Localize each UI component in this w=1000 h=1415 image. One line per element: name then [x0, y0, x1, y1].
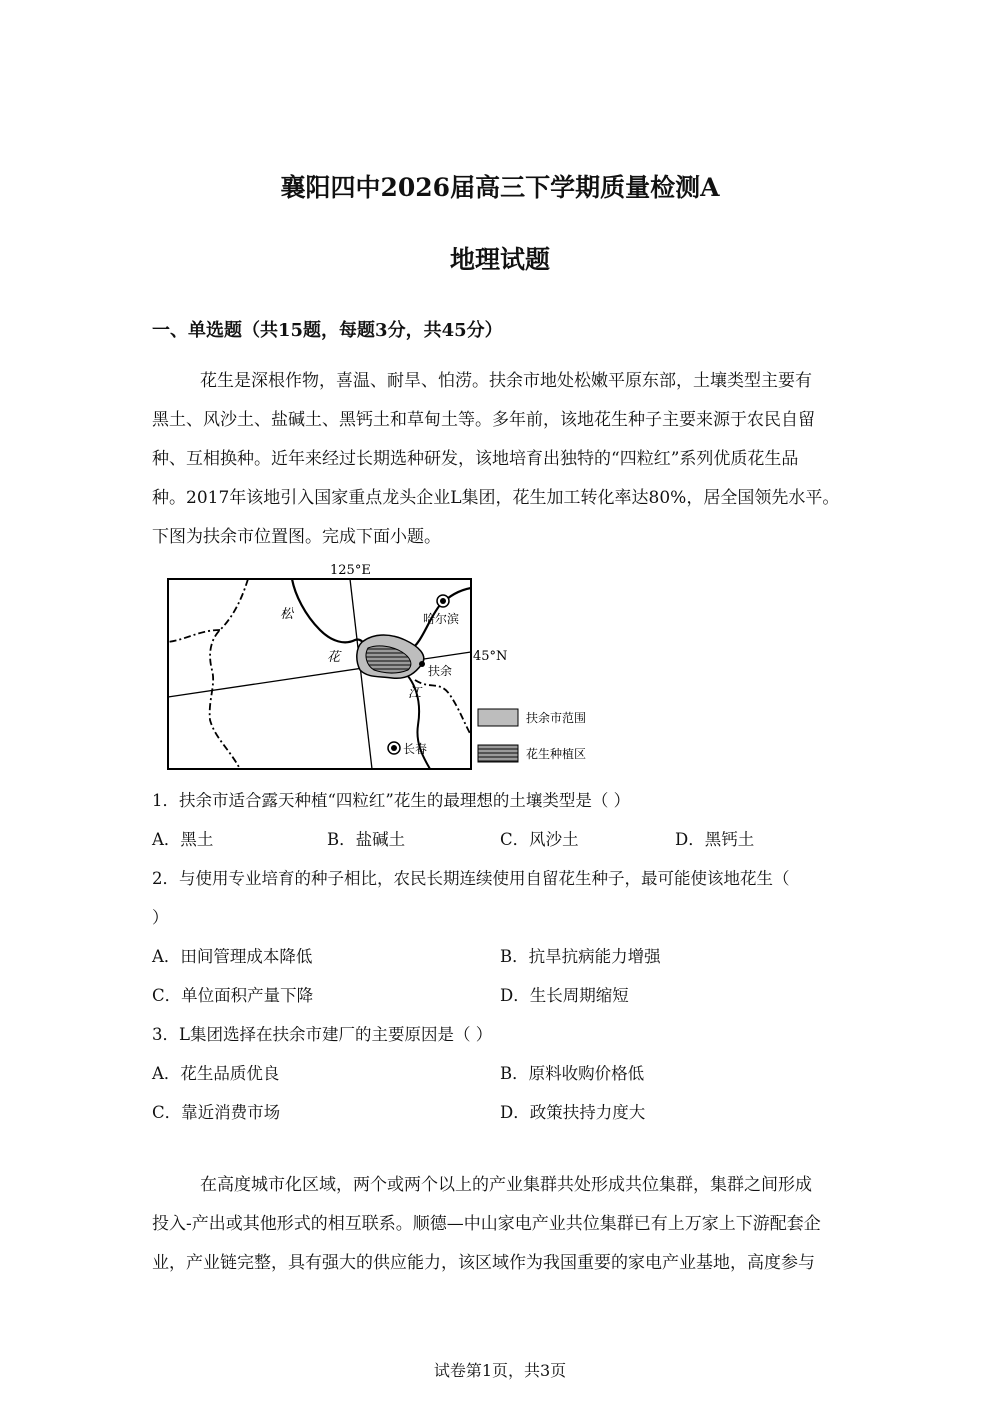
passage-2: [152, 1166, 852, 1283]
question-3-stem: 3．L集团选择在扶余市建厂的主要原因是（ ）: [152, 1025, 493, 1044]
q3-option-d[interactable]: D．政策扶持力度大: [500, 1103, 646, 1122]
q1-option-b[interactable]: B．盐碱土: [327, 830, 406, 849]
changchun-marker: [388, 742, 400, 754]
changchun-label: 长春: [403, 742, 428, 756]
passage-1-line-2: 黑土、风沙土、盐碱土、黑钙土和草甸土等。多年前，该地花生种子主要来源于农民自留: [152, 410, 815, 430]
q2-option-c[interactable]: C．单位面积产量下降: [152, 986, 314, 1005]
passage-1-line-4: 种。2017年该地引入国家重点龙头企业L集团，花生加工转化率达80%，居全国领先水平。: [152, 488, 840, 508]
harbin-marker: [437, 595, 449, 607]
fuyu-marker: [419, 661, 425, 667]
passage-1-line-1: 花生是深根作物，喜温、耐旱、怕涝。扶余市地处松嫩平原东部，土壤类型主要有: [200, 371, 812, 391]
passage-2-line-3: 业，产业链完整，具有强大的供应能力，该区域作为我国重要的家电产业基地，高度参与: [152, 1253, 815, 1273]
q3-option-a[interactable]: A．花生品质优良: [152, 1064, 280, 1083]
harbin-label: 哈尔滨: [423, 612, 460, 626]
q1-option-d[interactable]: D．黑钙土: [675, 830, 755, 849]
river-char-jiang: 江: [408, 686, 422, 701]
latitude-label: 45°N: [473, 649, 508, 664]
exam-title: 襄阳四中2026届高三下学期质量检测A: [280, 173, 720, 202]
exam-subtitle: 地理试题: [449, 245, 550, 274]
question-1-stem: 1．扶余市适合露天种植“四粒红”花生的最理想的土壤类型是（ ）: [152, 791, 631, 810]
passage-2-line-2: 投入-产出或其他形式的相互联系。顺德—中山家电产业共位集群已有上万家上下游配套企: [152, 1214, 821, 1234]
passage-1-line-5: 下图为扶余市位置图。完成下面小题。: [152, 527, 441, 547]
section-heading: 一、单选题（共15题，每题3分，共45分）: [152, 320, 503, 341]
q2-option-a[interactable]: A．田间管理成本降低: [152, 947, 313, 966]
page-footer: 试卷第1页，共3页: [433, 1361, 567, 1380]
legend-range-swatch: [478, 709, 518, 726]
q3-option-c[interactable]: C．靠近消费市场: [152, 1103, 281, 1122]
passage-1: [152, 362, 852, 557]
q2-option-b[interactable]: B．抗旱抗病能力增强: [500, 947, 661, 966]
question-2-stem: 2．与使用专业培育的种子相比，农民长期连续使用自留花生种子，最可能使该地花生（: [152, 869, 790, 888]
fuyu-label: 扶余: [428, 664, 453, 678]
location-map: [160, 560, 610, 775]
longitude-label: 125°E: [330, 563, 371, 578]
q2-option-d[interactable]: D．生长周期缩短: [500, 986, 629, 1005]
passage-2-line-1: 在高度城市化区域，两个或两个以上的产业集群共处形成共位集群，集群之间形成: [200, 1175, 812, 1195]
question-2-stem-cont: ）: [152, 908, 169, 927]
q1-option-a[interactable]: A．黑土: [152, 830, 214, 849]
passage-1-line-3: 种、互相换种。近年来经过长期选种研发，该地培育出独特的“四粒红”系列优质花生品: [152, 449, 799, 469]
river-char-hua: 花: [327, 650, 341, 665]
q1-option-c[interactable]: C．风沙土: [500, 830, 579, 849]
q3-option-b[interactable]: B．原料收购价格低: [500, 1064, 645, 1083]
legend-planting-label: 花生种植区: [526, 747, 587, 761]
legend-range-label: 扶余市范围: [526, 711, 587, 725]
river-char-song: 松: [280, 607, 294, 622]
legend-planting-swatch: [478, 745, 518, 762]
